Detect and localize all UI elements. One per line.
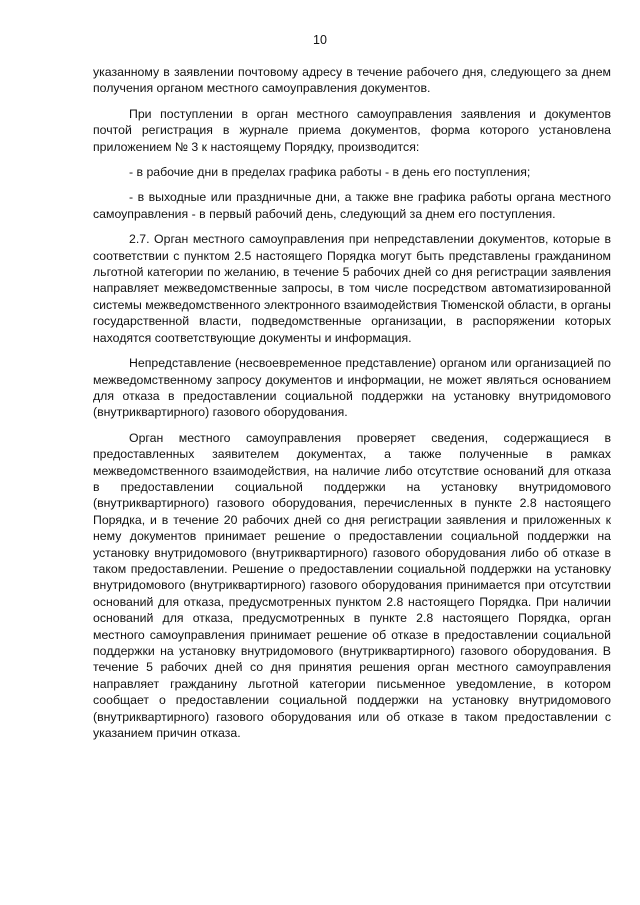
paragraph-section-2-7: 2.7. Орган местного самоуправления при непредставлении документов, которые в соответствии с пунктом 2.5 настоящего Порядка могут быть представлены гражданином льготной категории по желанию, в течение 5 рабочих дней со дня регистрации заявления направляет межведомственные запросы, в том числе посредством автоматизированной системы межведомственного электронного взаимодействия Тюменской области, в органы государственной власти, подведомственные организации, в распоряжении которых находятся соответствующие документы и информация. (93, 232, 611, 345)
paragraph-holidays: - в выходные или праздничные дни, а также вне графика работы органа местного самоуправления - в первый рабочий день, следующий за днем его поступления. (93, 190, 611, 221)
document-body (93, 64, 611, 750)
paragraph-working-days: - в рабочие дни в пределах графика работы - в день его поступления; (129, 165, 531, 180)
paragraph-mail-registration: При поступлении в орган местного самоуправления заявления и документов почтой регистрация в журнале приема документов, форма которого установлена приложением № 3 к настоящему Порядку, производится: (93, 106, 611, 154)
paragraph-continuation: указанному в заявлении почтовому адресу в течение рабочего дня, следующего за днем получения органом местного самоуправления документов. (93, 65, 611, 96)
page-number: 10 (313, 33, 327, 47)
paragraph-verification-decision: Орган местного самоуправления проверяет сведения, содержащиеся в предоставленных заявителем документах, а также полученные в рамках межведомственного взаимодействия, на наличие либо отсутствие оснований для отказа в предоставлении социальной поддержки на установку внутридомового (внутриквартирного) газового оборудования, перечисленных в пункте 2.8 настоящего Порядка, и в течение 20 рабочих дней со дня регистрации заявления и приложенных к нему документов принимает решение о предоставлении социальной поддержки на установку внутридомового (внутриквартирного) газового оборудования либо об отказе в таком предоставлении. Решение о предоставлении социальной поддержки на установку внутридомового (внутриквартирного) газового оборудования принимается при отсутствии оснований для отказа, предусмотренных пунктом 2.8 настоящего Порядка. При наличии оснований для отказа, предусмотренных в пункте 2.8 настоящего Порядка, орган местного самоуправления принимает решение об отказе в предоставлении социальной поддержки на установку внутридомового (внутриквартирного) газового оборудования. В течение 5 рабочих дней со дня принятия решения орган местного самоуправления направляет гражданину льготной категории письменное уведомление, в котором сообщает о предоставлении социальной поддержки на установку внутридомового (внутриквартирного) газового оборудования или об отказе в таком предоставлении с указанием причин отказа. (93, 430, 611, 741)
paragraph-non-submission: Непредставление (несвоевременное представление) органом или организацией по межведомственному запросу документов и информации, не может являться основанием для отказа в предоставлении социальной поддержки на установку внутридомового (внутриквартирного) газового оборудования. (93, 356, 611, 420)
